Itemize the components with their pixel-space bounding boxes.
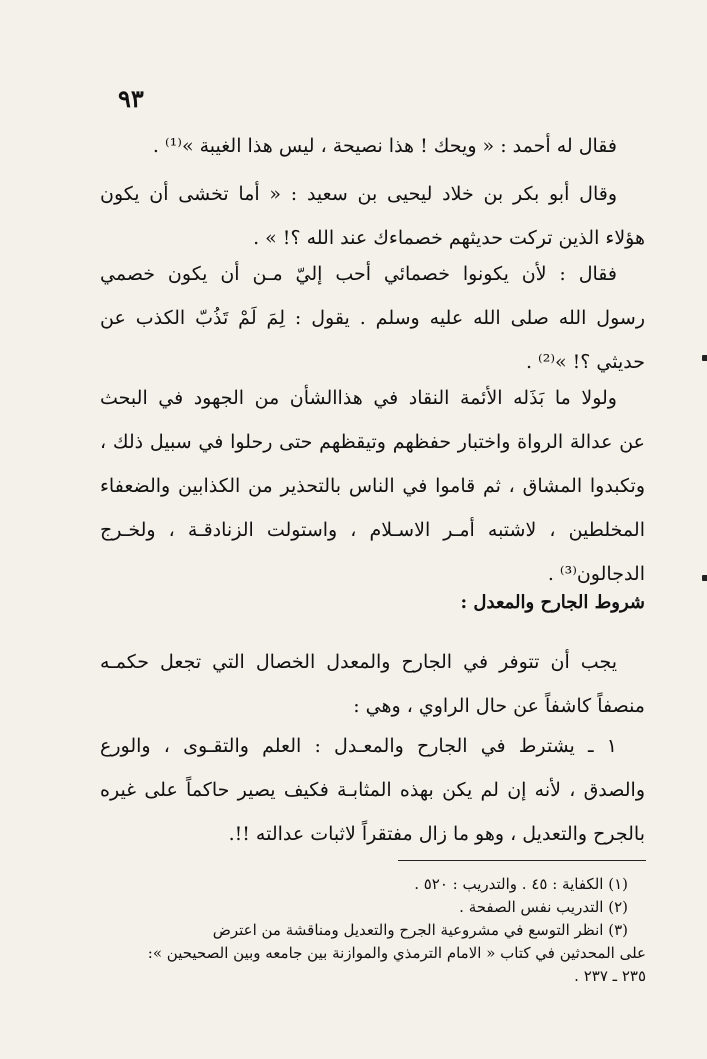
- footnote-3-pages: ٢٣٥ ـ ٢٣٧ .: [574, 967, 646, 985]
- paragraph-line: هؤلاء الذين تركت حديثهم خصماءك عند الله ؟! » .: [253, 227, 645, 249]
- paragraph-line: ١ ـ يشترط في الجارح والمعـدل : العلم والتقـوى ، والورع: [100, 735, 617, 757]
- paragraph-line: رسول الله صلى الله عليه وسلم . يقول : لِمَ لَمْ تَذُبّ الكذب عن: [100, 307, 645, 329]
- footnote-3: (٣) انظر التوسع في مشروعية الجرح والتعديل ومناقشة من اعترض: [212, 921, 628, 939]
- paragraph-line: حديثي ؟! »⁽²⁾ .: [525, 351, 645, 373]
- footnote-2: (٢) التدريب نفس الصفحة .: [459, 898, 628, 916]
- margin-mark: [702, 355, 707, 361]
- page-number: ٩٣: [118, 84, 144, 113]
- section-paragraph-2: [100, 724, 645, 856]
- paragraph-2: [100, 172, 645, 260]
- footnote-3-continued: على المحدثين في كتاب « الامام الترمذي والموازنة بين جامعه وبين الصحيحين »:: [147, 944, 646, 962]
- paragraph-line: منصفاً كاشفاً عن حال الراوي ، وهي :: [353, 695, 645, 717]
- margin-mark: [702, 575, 707, 581]
- footnote-1: (١) الكفاية : ٤٥ . والتدريب : ٥٢٠ .: [414, 875, 628, 893]
- paragraph-line: فقال : لأن يكونوا خصمائي أحب إليّ مـن أن يكون خصمي: [100, 263, 617, 285]
- paragraph-line: عن عدالة الرواة واختبار حفظهم وتيقظهم حتى رحلوا في سبيل ذلك ،: [100, 431, 645, 453]
- paragraph-3: [100, 252, 645, 384]
- paragraph-line: وقال أبو بكر بن خلاد ليحيى بن سعيد : « أما تخشى أن يكون: [100, 183, 617, 205]
- paragraph-line: ولولا ما بَذَله الأئمة النقاد في هذاالشأن من الجهود في البحث: [100, 387, 617, 409]
- paragraph-line: والصدق ، لأنه إن لم يكن بهذه المثابـة فكيف يصير حاكماً على غيره: [100, 779, 645, 801]
- paragraph-line: يجب أن تتوفر في الجارح والمعدل الخصال التي تجعل حكمـه: [100, 651, 617, 673]
- section-heading: شروط الجارح والمعدل :: [460, 592, 645, 613]
- footnote-divider: [398, 860, 646, 861]
- paragraph-line: فقال له أحمد : « ويحك ! هذا نصيحة ، ليس هذا الغيبة »⁽¹⁾ .: [152, 135, 617, 157]
- paragraph-line: بالجرح والتعديل ، وهو ما زال مفتقراً لاثبات عدالته !!.: [228, 823, 645, 845]
- paragraph-4: [100, 376, 645, 596]
- paragraph-line: وتكبدوا المشاق ، ثم قاموا في الناس بالتحذير من الكذابين والضعفاء: [100, 475, 645, 497]
- section-paragraph-1: [100, 640, 645, 728]
- paragraph-1: [100, 124, 645, 168]
- paragraph-line: المخلطين ، لاشتبه أمـر الاسـلام ، واستولت الزنادقـة ، ولخـرج: [100, 519, 645, 541]
- footnotes: [100, 873, 646, 988]
- paragraph-line: الدجالون⁽³⁾ .: [547, 563, 645, 585]
